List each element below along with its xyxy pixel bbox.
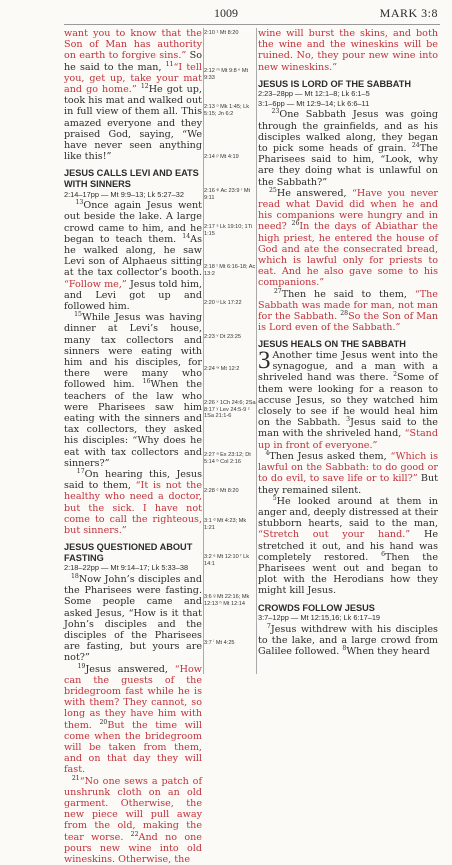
cross-reference: 2:24 ʷ Mt 12:2 xyxy=(204,366,240,372)
words-of-jesus: “Follow me,” xyxy=(64,278,127,290)
verse-number: 13 xyxy=(75,198,84,206)
paragraph xyxy=(258,289,438,334)
verse-number: 22 xyxy=(130,830,139,838)
paragraph xyxy=(258,347,439,451)
page-header xyxy=(0,0,452,24)
verse-text: When they heard xyxy=(346,646,430,658)
verse-text: Another time Jesus went into the synagogue, and a man with a shriveled hand was there. xyxy=(258,350,438,384)
verse-number: 17 xyxy=(76,467,85,475)
verse-text: But they remained silent. xyxy=(258,473,438,496)
verse-number: 19 xyxy=(77,662,86,670)
verse-text: When the teachers of the law who were Pharisees saw him eating with the sinners and tax collectors, they asked his disciples: “Why does he eat with tax collectors and sinners?” xyxy=(64,379,202,469)
verse-text: Jesus said to the man with the shriveled hand, xyxy=(258,417,438,440)
verse-number: 24 xyxy=(411,141,420,149)
cross-reference: 2:12 ᵐ Mt 9:8 ⁿ Mt 9:33 xyxy=(204,68,249,81)
section-heading: CROWDS FOLLOW JESUS xyxy=(258,602,375,613)
verse-text: Jesus withdrew with his disciples to the lake, and a large crowd from Galilee followed. xyxy=(258,623,438,658)
verse-text: While Jesus was having dinner at Levi’s house, many tax collectors and sinners were eating with him and his disciples, for there were many who followed him. xyxy=(64,312,202,391)
verse-text: Jesus told him, and Levi got up and followed him. xyxy=(64,278,203,312)
cross-reference: 2:18 ᵗ Mt 6:16-18; Ac 13:2 xyxy=(204,264,256,277)
verse-text: Once again Jesus went out beside the lake. A large crowd came to him, and he began to teach them. xyxy=(64,200,202,245)
cross-reference: 2:20 ᵘ Lk 17:22 xyxy=(204,300,242,306)
section-heading: JESUS IS LORD OF THE SABBATH xyxy=(258,78,411,89)
verse-number: 15 xyxy=(74,310,82,318)
cross-reference: 3:1 ᵈ Mt 4:23; Mk 1:21 xyxy=(204,518,247,531)
parallel-reference: 3:1–6pp — Mt 12:9–14; Lk 6:6–11 xyxy=(258,98,370,108)
cross-reference: 2:14 ᵖ Mt 4:19 xyxy=(204,154,239,160)
section-heading: JESUS HEALS ON THE SABBATH xyxy=(258,339,406,350)
running-head: MARK 3:8 xyxy=(379,6,438,20)
column-divider xyxy=(203,28,204,674)
cross-reference: 2:27 ᵃ Ex 23:12; Dt 5:14 ᵇ Col 2:16 xyxy=(204,452,251,465)
verse-text: He got up, took his mat and walked out in full view of them all. This amazed everyone and they praised God, xyxy=(64,84,202,140)
verse-number: 3 xyxy=(346,416,351,424)
cross-reference: 3:2 ᵉ Mt 12:10 ᶠ Lk 14:1 xyxy=(204,554,250,567)
left-column xyxy=(64,28,202,865)
paragraph xyxy=(258,28,438,73)
verse-text: Jesus answered, xyxy=(85,663,175,675)
verse-text: saying, “We have never seen anything like this!” xyxy=(64,128,202,163)
parallel-reference: 2:23–28pp — Mt 12:1–8; Lk 6:1–5 xyxy=(258,89,370,99)
paragraph xyxy=(258,451,438,496)
cross-reference: 2:13 ᵒ Mk 1:45; Lk 5:15; Jn 6:2 xyxy=(204,104,250,117)
verse-text: The Pharisees said to him, “Look, why are they doing what is unlawful on the Sabbath?” xyxy=(258,143,438,188)
cross-reference: 2:23 ᵛ Dt 23:25 xyxy=(204,334,241,340)
verse-number: 7 xyxy=(266,622,271,630)
parallel-reference: 3:7–12pp — Mt 12:15,16; Lk 6:17–19 xyxy=(258,613,381,623)
words-of-jesus: “I tell you, get up, take your mat and go home.” xyxy=(64,61,202,96)
verse-number: 20 xyxy=(99,718,108,726)
cross-reference: 3:6 ᵍ Mt 22:16; Mk 12:13 ʰ Mt 12:14 xyxy=(204,594,250,607)
paragraph xyxy=(258,496,438,597)
cross-reference: 2:26 ˣ 1Ch 24:6; 2Sa 8:17 ʸ Lev 24:5-9 ᶻ 1Sa 21:1-6 xyxy=(204,400,256,419)
cross-reference: 3:7 ⁱ Mt 4:25 xyxy=(204,640,235,646)
verse-number: 6 xyxy=(381,550,386,558)
paragraph xyxy=(64,28,202,162)
verse-number: 12 xyxy=(140,82,149,90)
verse-text: On hearing this, Jesus said to them, xyxy=(64,469,202,492)
verse-number: 26 xyxy=(291,220,300,228)
verse-number: 14 xyxy=(182,232,191,240)
header-rule xyxy=(64,24,440,25)
paragraph xyxy=(258,624,438,658)
verse-text: Now John’s disciples and the Pharisees were fasting. Some people came and asked Jesus, “How is it that John’s disciples and the disciples of the Pharisees are fasting, but yours are not?” xyxy=(64,573,202,664)
paragraph xyxy=(64,469,202,536)
verse-number: 4 xyxy=(265,449,270,457)
verse-text: He stretched it out, and his hand was completely restored. xyxy=(258,529,438,563)
verse-number: 16 xyxy=(142,378,151,386)
words-of-jesus: wine will burst the skins, and both the wine and the wineskins will be ruined. No, they pour new wine into new wineskins.” xyxy=(258,28,438,73)
verse-number: 27 xyxy=(273,287,282,295)
words-of-jesus: “Stand up in front of everyone.” xyxy=(258,428,438,451)
verse-text: One Sabbath Jesus was going through the grainfields, and as his disciples walked along, they began to pick some heads of grain. xyxy=(258,109,438,155)
verse-text: So he said to the man, xyxy=(64,50,202,73)
paragraph xyxy=(64,664,202,776)
verse-text: He answered, xyxy=(276,187,353,199)
section-heading: JESUS CALLS LEVI AND EATS WITH SINNERS xyxy=(64,168,199,190)
right-column xyxy=(258,28,438,657)
cross-reference: 2:10 ¹ Mt 8:20 xyxy=(204,30,239,36)
words-of-jesus: “Have you never read what David did when he and his companions were hungry and in need? xyxy=(258,187,438,233)
chapter-number: 3 xyxy=(258,347,271,375)
verse-number: 25 xyxy=(268,186,277,194)
cross-reference: 2:28 ᶜ Mt 8:20 xyxy=(204,488,239,494)
verse-number: 23 xyxy=(271,108,280,116)
words-of-jesus: “The Sabbath was made for man, not man for the Sabbath. xyxy=(258,288,438,323)
parallel-reference: 2:14–17pp — Mt 9:9–13; Lk 5:27–32 xyxy=(64,189,184,199)
column-divider xyxy=(256,28,257,674)
words-of-jesus: “How can the guests of the bridegroom fast while he is with them? They cannot, so long as they have him with them. xyxy=(64,663,202,731)
paragraph xyxy=(64,312,202,469)
verse-text: Then the Pharisees went out and began to plot with the Herodians how they might kill Jesus. xyxy=(258,551,439,597)
verse-number: 5 xyxy=(272,494,277,502)
words-of-jesus: But the time will come when the bridegroom will be taken from them, and on that day they will fast. xyxy=(64,719,202,776)
paragraph xyxy=(64,776,202,865)
parallel-reference: 2:18–22pp — Mt 9:14–17; Lk 5:33–38 xyxy=(64,563,189,573)
words-of-jesus: has authority on earth to forgive sins.” xyxy=(64,39,202,62)
words-of-jesus: “Which is lawful on the Sabbath: to do good or to do evil, to save life or to kill?” xyxy=(258,450,438,485)
page-number: 1009 xyxy=(214,6,238,20)
cross-reference: 2:16 ᵠ Ac 23:9 ʳ Mt 9:11 xyxy=(204,188,251,201)
verse-number: 21 xyxy=(71,774,80,782)
paragraph xyxy=(258,188,438,289)
words-of-jesus: In the days of Abiathar the high priest, he entered the house of God and ate the consecrated bread, which is lawful only for priests to eat. And he also gave some to his companions.” xyxy=(258,221,438,289)
words-of-jesus: “No one sews a patch of unshrunk cloth on an old garment. Otherwise, the new piece will pull away from the old, making the tear worse. xyxy=(64,775,202,843)
paragraph xyxy=(64,200,202,312)
verse-number: 2 xyxy=(393,371,397,379)
verse-number: 8 xyxy=(342,644,347,652)
verse-number: 28 xyxy=(340,309,349,317)
verse-text: As he walked along, he saw Levi son of Alphaeus sitting at the tax collector’s booth. xyxy=(64,233,202,279)
verse-text: Some of them were looking for a reason to accuse Jesus, so they watched him closely to see if he would heal him on the Sabbath. xyxy=(258,372,439,429)
words-of-jesus: “It is not the healthy who need a doctor, but the sick. I have not come to call the righteous, but sinners.” xyxy=(64,480,202,537)
paragraph xyxy=(64,574,202,664)
verse-number: 18 xyxy=(70,572,79,580)
verse-text: He looked around at them in anger and, deeply distressed at their stubborn hearts, said to the man, xyxy=(258,495,438,530)
verse-number: 11 xyxy=(165,60,174,68)
words-of-jesus: want you to know that the Son of Man xyxy=(64,28,202,51)
section-heading: JESUS QUESTIONED ABOUT FASTING xyxy=(64,542,193,563)
words-of-jesus: And no one pours new wine into old wineskins. Otherwise, the xyxy=(64,831,202,865)
cross-reference: 2:17 ˢ Lk 19:10; 1Ti 1:15 xyxy=(204,224,253,237)
paragraph xyxy=(258,109,438,187)
verse-text: Then he said to them, xyxy=(281,288,415,300)
words-of-jesus: So the Son of Man is Lord even of the Sabbath.” xyxy=(258,311,438,334)
words-of-jesus: “Stretch out your hand.” xyxy=(258,529,411,541)
verse-text: Then Jesus asked them, xyxy=(269,450,391,462)
